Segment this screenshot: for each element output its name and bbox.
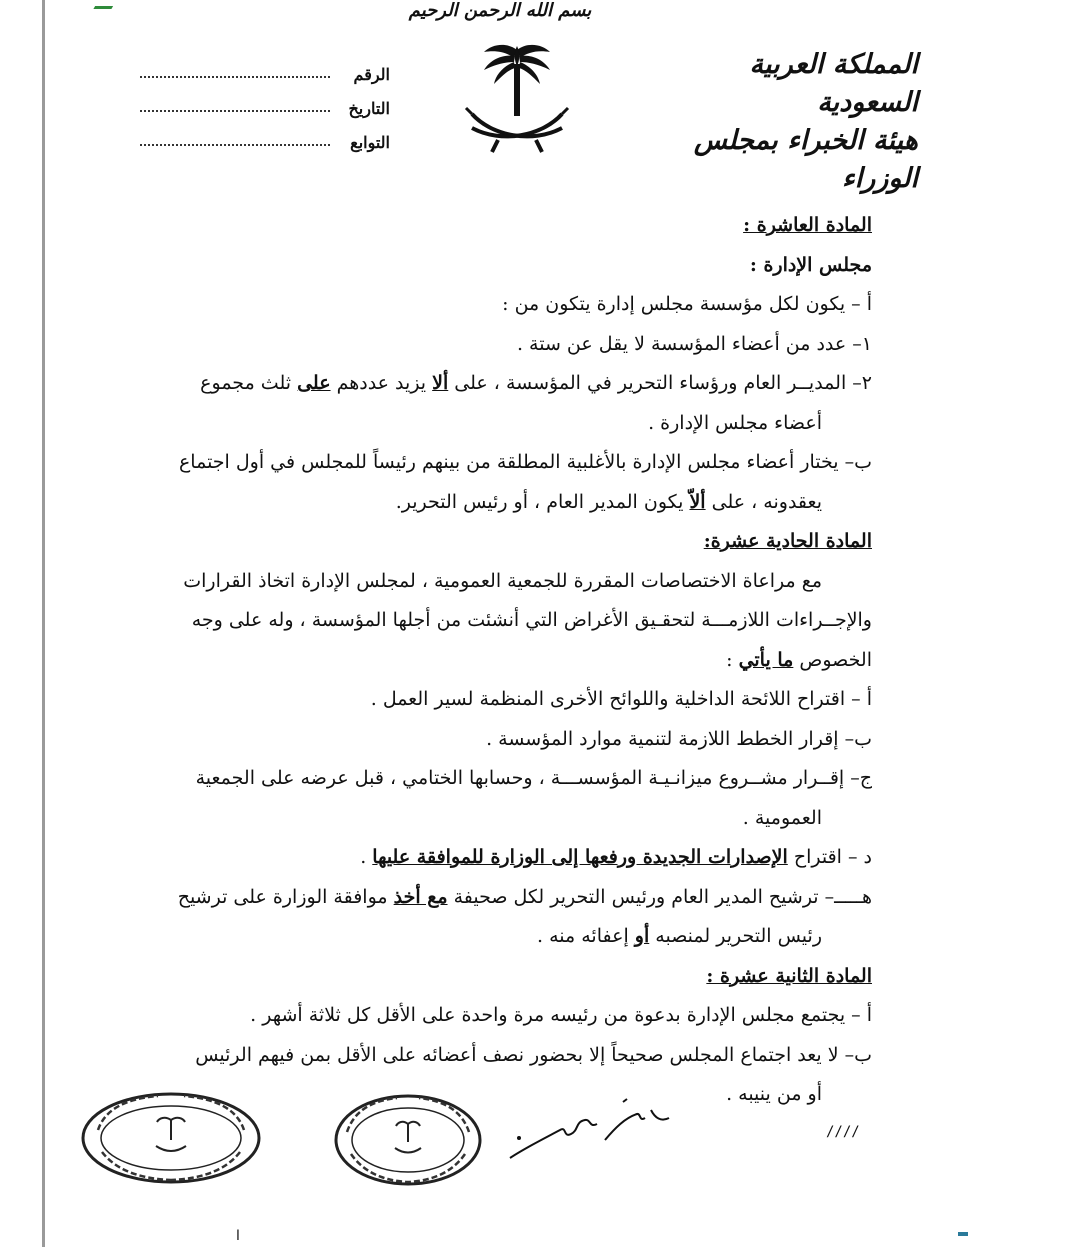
ref-attachments-label: التوابع xyxy=(350,133,390,152)
text-run: ٢– المديــر العام ورؤساء التحرير في المؤسسة ، على xyxy=(448,372,872,394)
text-run: : xyxy=(726,648,739,671)
ref-number-label: الرقم xyxy=(353,65,390,84)
letterhead xyxy=(658,46,918,198)
org-line-1: المملكة العربية السعودية xyxy=(749,49,918,118)
text-run: الخصوص xyxy=(793,648,872,671)
item-e xyxy=(160,878,872,918)
article-11-line-2: والإجــراءات اللازمـــة لتحقـيق الأغراض التي أنشئت من أجلها المؤسسة ، وله على وجه xyxy=(191,609,872,631)
underlined-run: ألا xyxy=(432,372,449,394)
ref-date-label: التاريخ xyxy=(348,99,390,118)
basmala: بسم الله الرحمن الرحيم xyxy=(408,0,592,21)
page-mark: ا xyxy=(236,1228,240,1244)
official-stamp-left xyxy=(78,1090,264,1186)
text-run: رئيس التحرير لمنصبه xyxy=(649,925,822,947)
item-d xyxy=(160,838,872,878)
clause-b1: ب– يختار أعضاء مجلس الإدارة بالأغلبية المطلقة من بينهم رئيساً للمجلس في أول اجتماع xyxy=(178,451,872,473)
ref-number xyxy=(140,50,390,84)
ref-attachments-line xyxy=(140,134,330,146)
reference-fields xyxy=(140,50,390,152)
ref-date xyxy=(140,84,390,118)
article-10-title: المادة العاشرة : xyxy=(743,214,872,236)
handwritten-signature xyxy=(505,1088,675,1168)
text-run: . xyxy=(360,846,373,868)
document-body xyxy=(160,206,872,1115)
article-11-line-1: مع مراعاة الاختصاصات المقررة للجمعية العمومية ، لمجلس الإدارة اتخاذ القرارات xyxy=(183,569,822,592)
underlined-run: مع أخذ xyxy=(393,885,448,908)
clause-a1-2-cont: أعضاء مجلس الإدارة . xyxy=(648,411,822,434)
clause-b1-cont xyxy=(160,483,872,523)
item-a: أ – اقتراح اللائحة الداخلية واللوائح الأخرى المنظمة لسير العمل . xyxy=(370,688,872,710)
clause-a1: أ – يكون لكل مؤسسة مجلس إدارة يتكون من : xyxy=(502,293,872,315)
clause-a1-2 xyxy=(160,364,872,404)
org-line-2: هيئة الخبراء بمجلس الوزراء xyxy=(693,125,918,194)
official-stamp-center xyxy=(333,1092,483,1188)
text-run: موافقة الوزارة على ترشيح xyxy=(177,885,394,908)
article-12-title: المادة الثانية عشرة : xyxy=(706,964,872,987)
text-run: إعفائه منه . xyxy=(537,925,635,947)
underlined-run: ما يأتي xyxy=(738,648,794,671)
corner-mark xyxy=(93,0,116,9)
ref-attachments xyxy=(140,118,390,152)
text-run: هـــــ– ترشيح المدير العام ورئيس التحرير لكل صحيفة xyxy=(447,885,872,908)
item-b: ب– إقرار الخطط اللازمة لتنمية موارد المؤسسة . xyxy=(486,727,872,750)
palm-swords-emblem xyxy=(462,40,572,160)
article-12-b: ب– لا يعد اجتماع المجلس صحيحاً إلا بحضور نصف أعضائه على الأقل بمن فيهم الرئيس xyxy=(195,1043,872,1066)
item-e-cont xyxy=(160,917,872,957)
item-c-cont: العمومية . xyxy=(742,806,822,829)
ref-number-line xyxy=(140,66,330,78)
text-run: يعقدونه ، على xyxy=(705,490,822,513)
underlined-run: ألاّ xyxy=(689,490,706,513)
end-marks: //// xyxy=(826,1124,860,1140)
text-run: يزيد عددهم xyxy=(330,372,433,394)
article-12-b-cont: أو من ينيبه . xyxy=(726,1083,822,1105)
item-c: ج– إقــرار مشــروع ميزانـيـة المؤسســـة ، وحسابها الختامي ، قبل عرضه على الجمعية xyxy=(195,767,872,789)
text-run: ثلث مجموع xyxy=(200,372,298,394)
scan-mark xyxy=(958,1232,968,1236)
underlined-run: على xyxy=(297,372,331,394)
text-run: يكون المدير العام ، أو رئيس التحرير. xyxy=(395,490,690,513)
article-11-line-3 xyxy=(160,641,872,681)
text-run: د – اقتراح xyxy=(787,846,872,868)
ref-date-line xyxy=(140,100,330,112)
scan-edge xyxy=(42,0,45,1247)
underlined-run: أو xyxy=(634,925,650,947)
clause-a1-1: ١– عدد من أعضاء المؤسسة لا يقل عن ستة . xyxy=(516,332,872,355)
board-title: مجلس الإدارة : xyxy=(749,253,872,276)
underlined-run: الإصدارات الجديدة ورفعها إلى الوزارة للموافقة عليها xyxy=(372,846,788,868)
article-12-a: أ – يجتمع مجلس الإدارة بدعوة من رئيسه مرة واحدة على الأقل كل ثلاثة أشهر . xyxy=(250,1004,872,1026)
article-11-title: المادة الحادية عشرة: xyxy=(703,530,872,552)
